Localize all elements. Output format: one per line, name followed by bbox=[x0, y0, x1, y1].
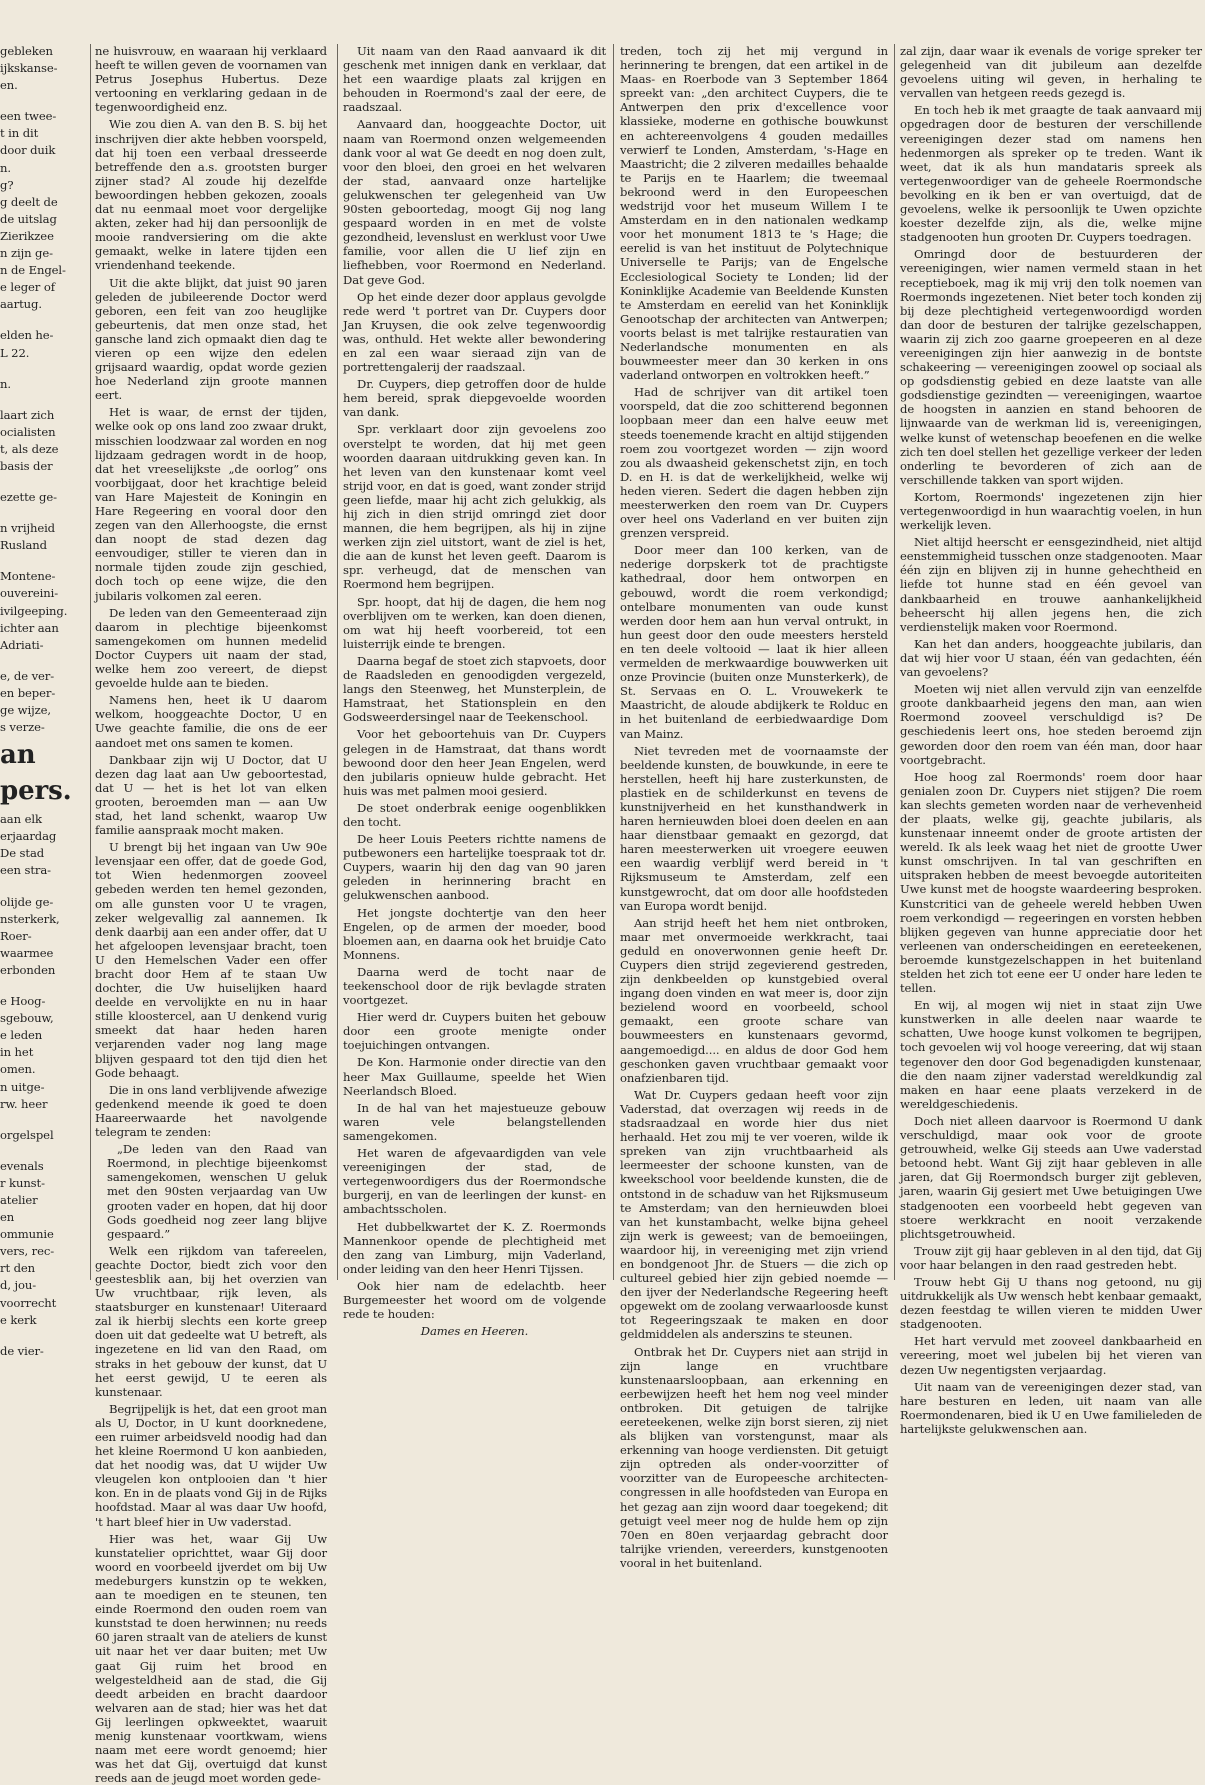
paragraph: nsterkerk, bbox=[0, 911, 60, 926]
paragraph: Die in ons land verblijvende afwezige gedenkend meende ik goed te doen Haareerwaarde het navolgende telegram te zenden: bbox=[95, 1082, 327, 1140]
paragraph: Uit naam van den Raad aanvaard ik dit geschenk met innigen dank en verklaar, dat het een waardige plaats zal krijgen en behouden in Roermond's zaal der eere, de raadszaal. bbox=[343, 44, 606, 115]
paragraph: ocialisten bbox=[0, 424, 56, 439]
paragraph: de vier- bbox=[0, 1343, 44, 1358]
paragraph: ichter aan bbox=[0, 620, 59, 635]
paragraph: Hier was het, waar Gij Uw kunstatelier oprichttet, waar Gij door woord en voorbeeld ijverdet om bij Uw medeburgers kunstzin op te wekken, aan te moedigen en te steunen, ten einde Roermond den ouden roem van kunststad te doen herwinnen; nu reeds 60 jaren straalt van de ateliers de kunst uit naar het ver daar buiten; met Uw gaat Gij ruim het brood en welgesteldheid aan de stad, die Gij deedt arbeiden en bracht daardoor welvaren aan de stad; hier was het dat Gij leerlingen opkweektet, waaruit menig kunstenaar voortkwam, wiens naam met eere wordt genoemd; hier was het dat Gij, overtuigd dat kunst reeds aan de jeugd moet worden gede- bbox=[95, 1531, 327, 1785]
paragraph: e leger of bbox=[0, 280, 55, 295]
paragraph: ezette ge- bbox=[0, 490, 57, 505]
paragraph: e kerk bbox=[0, 1312, 37, 1327]
paragraph: Montene- bbox=[0, 569, 56, 584]
paragraph: g deelt de bbox=[0, 194, 58, 209]
paragraph: orgelspel bbox=[0, 1127, 54, 1142]
paragraph: Spr. verklaart door zijn gevoelens zoo overstelpt te worden, dat hij met geen woorden daaraan uitdrukking geven kan. In het leven van den kunstenaar komt veel strijd voor, en dat is goed, want zonder strijd geen liefde, maar hij acht zich gelukkig, als hij zich in dien strijd omringd ziet door mannen, die hem begrijpen, als hij in zijne werken zijn ziel uitstort, want de ziel is het, die aan de kunst het leven geeft. Daarom is spr. verheugd, dat de menschen van Roermond hem begrijpen. bbox=[343, 422, 606, 592]
paragraph: Het hart vervuld met zooveel dankbaarheid en vereering, moet wel jubelen bij het vieren van dezen Uw negentigsten verjaardag. bbox=[900, 1334, 1202, 1377]
paragraph: Niet tevreden met de voornaamste der beeldende kunsten, de bouwkunde, in eere te herstellen, heeft hij hare zusterkunsten, de plastiek en de schilderkunst en tevens de kunstnijverheid en het kunsthandwerk in haren hernieuwden bloei doen deelen en aan haar dienstbaar gemaakt en gezorgd, dat haren meesterwerken uit vroegere eeuwen een waardig verblijf werd bereid in 't Rijksmuseum te Amsterdam, zelf een kunstgewrocht, dat om door alle hoofdsteden van Europa wordt benijd. bbox=[620, 743, 888, 913]
paragraph: atelier bbox=[0, 1192, 38, 1207]
paragraph: En toch heb ik met graagte de taak aanvaard mij opgedragen door de besturen der verschillende vereenigingen dezer stad om namens hen hedenmorgen als spreker op te treden. Want ik weet, dat ik als hun mandataris spreek als vertegenwoordiger van de geheele Roermondsche bevolking en ik ben er van overtuigd, dat de gevoelens, welke ik persoonlijk te Uwen opzichte koester dezelfde zijn, als die, welke mijne stadgenooten hun grooten Dr. Cuypers toedragen. bbox=[900, 103, 1202, 245]
paragraph: een stra- bbox=[0, 863, 51, 878]
paragraph: Aan strijd heeft het hem niet ontbroken, maar met onvermoeide werkkracht, taai geduld en onoverwonnen genie heeft Dr. Cuypers dien strijd zegevierend gestreden, zijn denkbeelden op kunstgebied overal ingang doen vinden en wat meer is, door zijn bezielend woord en voorbeeld, school gemaakt, een groote schare van bouwmeesters en kunstenaars gevormd, aangemoedigd.... en aldus de door God hem geschonken gaven vruchtbaar gemaakt voor onafzienbaren tijd. bbox=[620, 915, 888, 1085]
paragraph: een twee- bbox=[0, 109, 57, 124]
paragraph: r kunst- bbox=[0, 1175, 45, 1190]
paragraph: Rusland bbox=[0, 538, 47, 553]
column-divider bbox=[90, 44, 91, 1280]
column-divider bbox=[894, 44, 895, 1280]
paragraph: door duik bbox=[0, 143, 56, 158]
headline-fragment: pers. bbox=[0, 776, 72, 807]
paragraph: e, de ver- bbox=[0, 668, 55, 683]
paragraph: Het dubbelkwartet der K. Z. Roermonds Mannenkoor opende de plechtigheid met den zang van Limburg, mijn Vaderland, onder leiding van den heer Henri Tijssen. bbox=[343, 1219, 606, 1276]
paragraph: omen. bbox=[0, 1062, 36, 1077]
paragraph: Doch niet alleen daarvoor is Roermond U dank verschuldigd, maar ook voor de groote getrouwheid, welke Gij steeds aan Uwe vaderstad betoond hebt. Want Gij zijt haar gebleven in alle jaren, dat Gij Roermondsch burger zijt gebleven, jaren, waarin Gij gesiert met Uwe betuigingen Uwe stadgenooten een voorbeeld hebt gegeven van stoere werkkracht en nooit verzakende plichtsgetrouwheid. bbox=[900, 1113, 1202, 1241]
paragraph: olijde ge- bbox=[0, 894, 54, 909]
paragraph: Het jongste dochtertje van den heer Engelen, op de armen der moeder, bood bloemen aan, en daarna ook het bruidje Cato Monnens. bbox=[343, 905, 606, 962]
paragraph: Kortom, Roermonds' ingezetenen zijn hier vertegenwoordigd in hun waarachtig voelen, in hun werkelijk leven. bbox=[900, 489, 1202, 533]
paragraph: zal zijn, daar waar ik evenals de vorige spreker ter gelegenheid van dit jubileum aan dezelfde gevoelens uiting wil geven, in herhaling te vervallen van hetgeen reeds gezegd is. bbox=[900, 44, 1202, 101]
paragraph: evenals bbox=[0, 1158, 44, 1173]
paragraph: Kan het dan anders, hooggeachte jubilaris, dan dat wij hier voor U staan, één van gedachten, één van gevoelens? bbox=[900, 636, 1202, 680]
paragraph: Namens hen, heet ik U daarom welkom, hooggeachte Doctor, U en Uwe geachte familie, die ons de eer aandoet met ons samen te komen. bbox=[95, 693, 327, 750]
paragraph: Trouw zijt gij haar gebleven in al den tijd, dat Gij voor haar belangen in den raad gestreden hebt. bbox=[900, 1243, 1202, 1272]
paragraph: voorrecht bbox=[0, 1295, 57, 1310]
headline-fragment: an bbox=[0, 740, 36, 771]
column-1 bbox=[95, 44, 327, 1785]
paragraph: Welk een rijkdom van tafereelen, geachte Doctor, biedt zich voor den geestesblik aan, bij het overzien van Uw vruchtbaar, rijk leven, als staatsburger en kunstenaar! Uiteraard zal ik hierbij slechts een korte greep doen uit dat gedeelte wat U betreft, als ingezetene en lid van den Raad, om straks in het gebouw der kunst, dat U het eerst gewijd, U te eeren als kunstenaar. bbox=[95, 1243, 327, 1399]
paragraph: e Hoog- bbox=[0, 994, 46, 1009]
paragraph: „De leden van den Raad van Roermond, in plechtige bijeenkomst samengekomen, wenschen U geluk met den 90sten verjaardag van Uw grooten vader en hopen, dat hij door Gods goedheid nog zeer lang blijve gespaard.” bbox=[107, 1142, 327, 1241]
paragraph: rw. heer bbox=[0, 1096, 48, 1111]
paragraph: Hoe hoog zal Roermonds' roem door haar genialen zoon Dr. Cuypers niet stijgen? Die roem kan slechts gemeten worden naar de verhevenheid der plaats, welke gij, geachte jubilaris, als kunstenaar inneemt onder de groote artisten der wereld. Ik als leek waag het niet de grootte Uwer kunst omschrijven. In tal van geschriften en uitspraken hebben de meest bevoegde autoriteiten Uwe kunst met de hoogste waardeering besproken. Kunstcritici van de geheele wereld hebben Uwen roem verkondigd — regeeringen en vorsten hebben blijken gegeven van hunne appreciatie door het verleenen van onderscheidingen en eereteekenen, beroemde kunstgezelschappen in het buitenland stelden het zich tot eene eer U onder hare leden te tellen. bbox=[900, 769, 1202, 996]
paragraph: Hier werd dr. Cuypers buiten het gebouw door een groote menigte onder toejuichingen ontvangen. bbox=[343, 1010, 606, 1053]
paragraph: n de Engel- bbox=[0, 263, 66, 278]
paragraph: De heer Louis Peeters richtte namens de putbewoners een hartelijke toespraak tot dr. Cuypers, waarin hij den dag van 90 jaren geleden in herinnering bracht en gelukwenschen aanbood. bbox=[343, 832, 606, 903]
paragraph: vers, rec- bbox=[0, 1244, 55, 1259]
paragraph: Wie zou dien A. van den B. S. bij het inschrijven dier akte hebben voorspeld, dat hij toen een verbaal dresseerde betreffende den a.s. grootsten burger zijner stad? Al zoude hij dezelfde bewoordingen hebben gekozen, zooals dat nu eenmaal moet voor dergelijke akten, zeker had hij dan persoonlijk de mooie randversiering om die akte gemaakt, welke in latere tijden een vriendenhand teekende. bbox=[95, 117, 327, 273]
paragraph: Door meer dan 100 kerken, van de nederige dorpskerk tot de prachtigste kathedraal, door hem ontworpen en gebouwd, wordt die roem verkondigd; ontelbare monumenten van oude kunst werden door hem aan hun verval ontrukt, in hun geest door den oude meesters hersteld en ten deele voltooid — laat ik hier alleen vermelden de merkwaardige bouwwerken uit onze Provincie (buiten onze Munsterkerk), de St. Servaas en O. L. Vrouwekerk te Maastricht, de aloude abdijkerk te Rolduc en in het buitenland de eerbiedwaardige Dom van Mainz. bbox=[620, 543, 888, 741]
paragraph: erbonden bbox=[0, 962, 56, 977]
paragraph: n uitge- bbox=[0, 1079, 45, 1094]
column-divider bbox=[337, 44, 338, 1280]
paragraph: Trouw hebt Gij U thans nog getoond, nu gij uitdrukkelijk als Uw wensch hebt kenbaar gemaakt, dezen feestdag te willen vieren te midden Uwer stadgenooten. bbox=[900, 1274, 1202, 1332]
paragraph: L 22. bbox=[0, 345, 30, 360]
paragraph: t in dit bbox=[0, 126, 39, 141]
paragraph: Zierikzee bbox=[0, 228, 54, 243]
paragraph: d, jou- bbox=[0, 1278, 37, 1293]
paragraph: In de hal van het majestueuze gebouw waren vele belangstellenden samengekomen. bbox=[343, 1100, 606, 1143]
paragraph: Ontbrak het Dr. Cuypers niet aan strijd in zijn lange en vruchtbare kunstenaarsloopbaan, aan erkenning en eerbewijzen heeft het hem nog veel minder ontbroken. Dit getuigen de talrijke eereteekenen, welke zijn borst sieren, zij niet als blijken van vorstengunst, maar als erkenning van hooge verdiensten. Dit getuigt zijn optreden als onder-voorzitter of voorzitter van de Europeesche architecten-congressen in alle hoofdsteden van Europa en het gezag aan zijn woord daar toegekend; dit getuigt veel meer nog de hulde hem op zijn 70en en 80en verjaardag gebracht door talrijke vrienden, vereerders, kunstgenooten vooral in het buitenland. bbox=[620, 1344, 888, 1570]
paragraph: t, als deze bbox=[0, 441, 59, 456]
paragraph: en. bbox=[0, 78, 18, 93]
column-divider bbox=[613, 44, 614, 1280]
paragraph: ne huisvrouw, en waaraan hij verklaard heeft te willen geven de voornamen van Petrus Josephus Hubertus. Deze vertooning en verklaring gedaan in de tegenwoordigheid enz. bbox=[95, 44, 327, 115]
paragraph: Omringd door de bestuurderen der vereenigingen, wier namen vermeld staan in het receptieboek, mag ik mij vrij den tolk noemen van Roermonds ingezetenen. Niet beter toch konden zij bij deze plechtigheid vertegenwoordigd worden dan door de besturen der talrijke gezelschappen, waarin zij zich zoo gaarne groepeeren en al deze vereenigingen zijn hier aanwezig in de bontste schakeering — vereenigingen zoowel op sociaal als op godsdienstig gebied en deze laatste van alle godsdienstige gezindten — vereenigingen, waartoe de hoogsten in aanzien en stand behooren de lijnwaarde van de werkman lid is, vereenigingen, welke kunst of wetenschap beoefenen en die welke zich ten doel stellen het gezellige verkeer der leden onderling te bevorderen of zich aan de verschillende takken van sport wijden. bbox=[900, 247, 1202, 487]
paragraph: Begrijpelijk is het, dat een groot man als U, Doctor, in U kunt doorknedene, een ruimer arbeidsveld noodig had dan het kleine Roermond U kon aanbieden, dat het noodig was, dat U wijder Uw vleugelen kon ontplooien dan 't hier kon. En in de plaats vond Gij in de Rijks hoofdstad. Maar al was daar Uw hoofd, 't hart bleef hier in Uw vaderstad. bbox=[95, 1401, 327, 1529]
paragraph: Aanvaard dan, hooggeachte Doctor, uit naam van Roermond onzen welgemeenden dank voor al wat Ge deedt en nog doen zult, voor den bloei, den groei en het welvaren der stad, aanvaard onze hartelijke gelukwenschen ter gelegenheid van Uw 90sten geboortedag, moogt Gij nog lang gespaard worden in en met de volste gezondheid, levenslust en werklust voor Uwe familie, voor allen die U lief zijn en liefhebben, voor Roermond en Nederland. Dat geve God. bbox=[343, 117, 606, 287]
paragraph: waarmee bbox=[0, 945, 54, 960]
paragraph: n. bbox=[0, 376, 11, 391]
paragraph: De Kon. Harmonie onder directie van den heer Max Guillaume, speelde het Wien Neerlandsch Bloed. bbox=[343, 1055, 606, 1098]
paragraph: Moeten wij niet allen vervuld zijn van eenzelfde groote dankbaarheid jegens den man, aan wien Roermond zooveel verschuldigd is? De geschiedenis leert ons, hoe steden beroemd zijn geworden door den roem van één man, door haar voortgebracht. bbox=[900, 682, 1202, 767]
paragraph: ijkskanse- bbox=[0, 61, 58, 76]
paragraph: erjaardag bbox=[0, 829, 57, 844]
column-2 bbox=[343, 44, 606, 1339]
paragraph: Dankbaar zijn wij U Doctor, dat U dezen dag laat aan Uw geboortestad, dat U — het is het lot van elken grooten, beroemden man — aan Uw stad, het land schenkt, waarop Uw familie aanspraak mocht maken. bbox=[95, 752, 327, 838]
column-3 bbox=[620, 44, 888, 1570]
paragraph: Het is waar, de ernst der tijden, welke ook op ons land zoo zwaar drukt, misschien loodzwaar zal worden en nog lijdzaam gedragen wordt in de hoop, dat het vreeselijkste „de oorlog” ons voorbijgaat, door het krachtige beleid van Hare Majesteit de Koningin en Hare Regeering en vooral door den zegen van den Allerhoogste, die ernst dan noopt de stad dezen dag eenvoudiger, stiller te vieren dan in normale tijden zoude zijn geschied, doch toch op eene wijze, die den jubilaris volkomen zal eeren. bbox=[95, 405, 327, 603]
paragraph: aan elk bbox=[0, 812, 42, 827]
column-fragment-left bbox=[0, 44, 86, 1358]
paragraph: En wij, al mogen wij niet in staat zijn Uwe kunstwerken in alle deelen naar waarde te schatten, Uwe hooge kunst volkomen te begrijpen, toch gevoelen wij vol hooge vereering, dat wij staan tegenover den door God begenadigden kunstenaar, die den naam zijner vaderstad wereldkundig zal maken en haar eene plaats verzekerd in de wereldgeschiedenis. bbox=[900, 998, 1202, 1111]
paragraph: Uit naam van de vereenigingen dezer stad, van hare besturen en leden, uit naam van alle Roermondenaren, bied ik U en Uwe familieleden de hartelijkste gelukwenschen aan. bbox=[900, 1379, 1202, 1436]
paragraph: De leden van den Gemeenteraad zijn daarom in plechtige bijeenkomst samengekomen om hunnen medelid Doctor Cuypers uit naam der stad, welke hem zoo vereert, de diepst gevoelde hulde aan te bieden. bbox=[95, 605, 327, 691]
paragraph: Dames en Heeren. bbox=[420, 1324, 529, 1339]
paragraph: Roer- bbox=[0, 928, 32, 943]
paragraph: n vrijheid bbox=[0, 521, 56, 536]
paragraph: Het waren de afgevaardigden van vele vereenigingen der stad, de vertegenwoordigers dus der Roermondsche burgerij, en van de leerlingen der kunst- en ambachtsscholen. bbox=[343, 1146, 606, 1217]
paragraph: sgebouw, bbox=[0, 1011, 54, 1026]
paragraph: Dr. Cuypers, diep getroffen door de hulde hem bereid, sprak diepgevoelde woorden van dank. bbox=[343, 377, 606, 420]
paragraph: en beper- bbox=[0, 685, 56, 700]
paragraph: rt den bbox=[0, 1261, 36, 1276]
paragraph: elden he- bbox=[0, 328, 54, 343]
paragraph: de uitslag bbox=[0, 211, 57, 226]
paragraph: n. bbox=[0, 160, 11, 175]
paragraph: s verze- bbox=[0, 720, 45, 735]
paragraph: basis der bbox=[0, 458, 53, 473]
paragraph: ommunie bbox=[0, 1227, 54, 1242]
paragraph: Spr. hoopt, dat hij de dagen, die hem nog overblijven om te werken, kan doen dienen, om wat hij heeft voorbereid, tot een luisterrijk einde te brengen. bbox=[343, 594, 606, 651]
paragraph: laart zich bbox=[0, 407, 55, 422]
column-4 bbox=[900, 44, 1202, 1436]
paragraph: in het bbox=[0, 1045, 34, 1060]
paragraph: Wat Dr. Cuypers gedaan heeft voor zijn Vaderstad, dat overzagen wij reeds in de stadsraadzaal en worde hier dus niet herhaald. Het zou mij te ver voeren, wilde ik spreken van zijn vruchtbaarheid als leermeester der schoone kunsten, van de kweekschool voor beeldende kunsten, die de ontstond in de schaduw van het Rijksmuseum te Amsterdam; van den hernieuwden bloei van het kunstambacht, welke bijna geheel zijn werk is geweest; van de bemoeiingen, waardoor hij, in vereeniging met zijn vriend en bondgenoot Jhr. de Stuers — die zich op cultureel gebied hier zijn gebied noemde — den ijver der Nederlandsche Regeering heeft opgewekt om de zoolang verwaarloosde kunst tot Regeeringszaak te maken en door geldmiddelen als anderszins te steunen. bbox=[620, 1087, 888, 1342]
paragraph: aartug. bbox=[0, 297, 42, 312]
paragraph: en bbox=[0, 1210, 15, 1225]
paragraph: Ook hier nam de edelachtb. heer Burgemeester het woord om de volgende rede te houden: bbox=[343, 1278, 606, 1322]
paragraph: ouvereini- bbox=[0, 586, 59, 601]
paragraph: Niet altijd heerscht er eensgezindheid, niet altijd eenstemmigheid tusschen onze stadgenooten. Maar één zijn en blijven zij in hunne gehechtheid en liefde tot hunne stad en één gevoel van dankbaarheid en trouwe aanhankelijkheid beheerscht hij allen jegens hen, die zich verdienstelijk maken voor Roermond. bbox=[900, 535, 1202, 634]
paragraph: De stad bbox=[0, 846, 45, 861]
paragraph: n zijn ge- bbox=[0, 246, 53, 261]
paragraph: Uit die akte blijkt, dat juist 90 jaren geleden de jubileerende Doctor werd geboren, een feit van zoo heuglijke gebeurtenis, dat men onze stad, het gansche land zich opmaakt dien dag te vieren op een wijze den edelen grijsaard waardig, opdat worde gezien hoe Nederland zijn groote mannen eert. bbox=[95, 275, 327, 403]
paragraph: g? bbox=[0, 177, 14, 192]
paragraph: ge wijze, bbox=[0, 703, 51, 717]
paragraph: e leden bbox=[0, 1028, 43, 1043]
paragraph: ivilgeeping. bbox=[0, 603, 68, 618]
paragraph: U brengt bij het ingaan van Uw 90e levensjaar een offer, dat de goede God, tot Wien hedenmorgen zooveel gebeden werden ten hemel gezonden, om alle gunsten voor U te vragen, zeker welgevallig zal aannemen. Ik denk daarbij aan een ander offer, dat U het afgeloopen levensjaar bracht, toen U den Hemelschen Vader een offer bracht door Hem af te staan Uw dochter, die Uw huiselijken haard deelde en vervolijkte en nu in haar stille kloostercel, aan U denkend vurig smeekt dat haar heden haren verjarenden vader nog lang mage blijven gespaard tot den tijd dien het Gode behaagt. bbox=[95, 840, 327, 1080]
paragraph: Adriati- bbox=[0, 637, 44, 652]
paragraph: treden, toch zij het mij vergund in herinnering te brengen, dat een artikel in de Maas- en Roerbode van 3 September 1864 spreekt van: „den architect Cuypers, die te Antwerpen den prix d'excellence voor klassieke, moderne en gothische bouwkunst en achtereenvolgens 4 gouden medailles verwierf te Londen, Amsterdam, 's-Hage en Maastricht; die 2 zilveren medailles behaalde te Parijs en te Haarlem; die tweemaal bekroond werd in den Europeeschen wedstrijd voor het museum Willem I te Amsterdam en in den nationalen wedkamp voor het monument 1813 te 's Hage; die eerelid is van het instituut de Polytechnique Universelle te Parijs; van de Engelsche Ecclesiological Society te Londen; lid der Koninklijke Academie van Beeldende Kunsten te Amsterdam en eerelid van het Koninklijk Genootschap der architecten van Antwerpen; voorts belast is met talrijke restauratien van Nederlandsche monumenten en als bouwmeester meer dan 30 kerken in ons vaderland ontworpen en voltrokken heeft.” bbox=[620, 44, 888, 383]
paragraph: De stoet onderbrak eenige oogenblikken den tocht. bbox=[343, 800, 606, 829]
paragraph: Had de schrijver van dit artikel toen voorspeld, dat die zoo schitterend begonnen loopbaan meer dan een halve eeuw met steeds toenemende kracht en altijd stijgenden roem zou voortgezet worden — zijn woord zou als dwaasheid gekenschetst zijn, en toch D. en H. is dat de werkelijkheid, welke wij heden vieren. Sedert die dagen hebben zijn meesterwerken den roem van Dr. Cuypers over heel ons Vaderland en ver buiten zijn grenzen verspreid. bbox=[620, 385, 888, 541]
paragraph: Op het einde dezer door applaus gevolgde rede werd 't portret van Dr. Cuypers door Jan Kruysen, die ook zelve tegenwoordig was, onthuld. Het wekte aller bewondering en zal een waar sieraad zijn van de portrettengalerij der raadszaal. bbox=[343, 289, 606, 375]
paragraph: gebleken bbox=[0, 44, 53, 58]
paragraph: Voor het geboortehuis van Dr. Cuypers gelegen in de Hamstraat, dat thans wordt bewoond door den heer Jean Engelen, werd den jubilaris opnieuw hulde gebracht. Het huis was met palmen mooi gesierd. bbox=[343, 727, 606, 798]
paragraph: Daarna begaf de stoet zich stapvoets, door de Raadsleden en genoodigden vergezeld, langs den Steenweg, het Munsterplein, de Hamstraat, het Stationsplein en den Godsweerdersingel naar de Teekenschool. bbox=[343, 653, 606, 725]
paragraph: Daarna werd de tocht naar de teekenschool door de rijk bevlagde straten voortgezet. bbox=[343, 964, 606, 1008]
